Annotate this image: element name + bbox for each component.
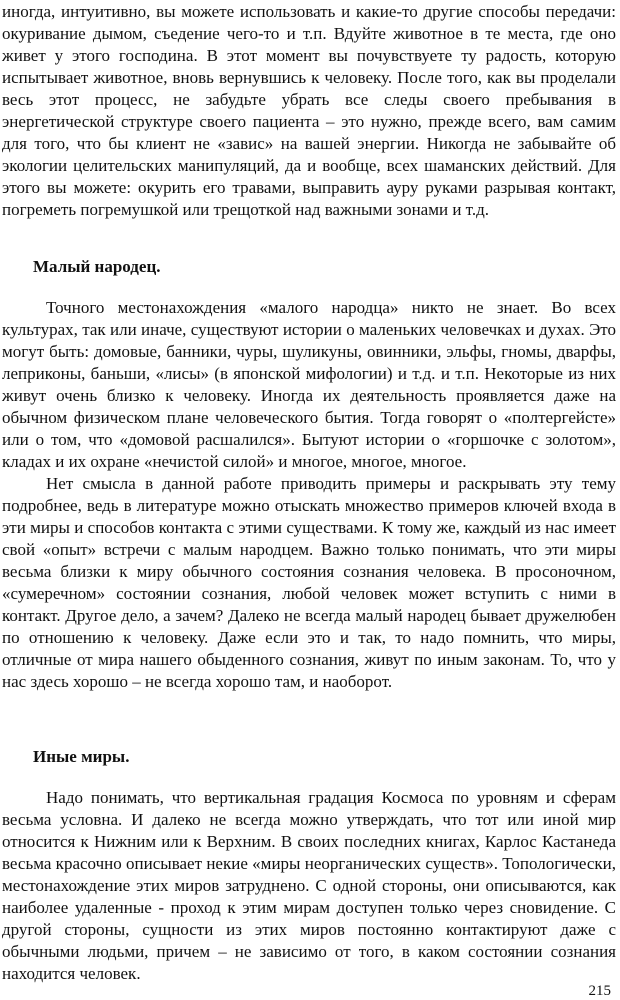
section-small-folk-paragraph-1: Точного местонахождения «малого народца» никто не знает. Во всех культурах, так или иначе, существуют истории о маленьких человечках и духах. Это могут быть: домовые, банники, чуры, шуликуны, овинники, эльфы, гномы, дварфы, леприконы, баньши, «лисы» (в японской мифологии) и т.д. и т.п. Некоторые из них живут очень близко к человеку. Иногда их деятельность проявляется даже на обычном физическом плане человеческого бытия. Тогда говорят о «полтергейсте» или о том, что «домовой расшалился». Бытуют истории о «горшочке с золотом», кладах и их охране «нечистой силой» и многое, многое, многое. xyxy=(2,298,616,471)
section-heading-small-folk: Малый народец. xyxy=(33,257,161,276)
section-small-folk-body xyxy=(0,297,620,693)
page-number: 215 xyxy=(588,983,611,999)
intro-paragraph: иногда, интуитивно, вы можете использовать и какие-то другие способы передачи: окуривание дымом, съедение чего-то и т.п. Вдуйте животное в те места, где оно живет у этого господина. В этот момент вы почувствуете ту радость, которую испытывает животное, вновь вернувшись к человеку. После того, как вы проделали весь этот процесс, не забудьте убрать все следы своего пребывания в энергетической структуре своего пациента – это нужно, прежде всего, вам самим для того, что бы клиент не «завис» на вашей энергии. Никогда не забывайте об экологии целительских манипуляций, да и вообще, всех шаманских действий. Для этого вы можете: окурить его травами, выправить ауру руками разрывая контакт, погреметь погремушкой или трещоткой над важными зонами и т.д. xyxy=(2,2,616,219)
section-other-worlds-body xyxy=(0,787,620,985)
intro-block xyxy=(0,1,620,221)
section-small-folk-paragraph-2: Нет смысла в данной работе приводить примеры и раскрывать эту тему подробнее, ведь в литературе можно отыскать множество примеров ключей входа в эти миры и способов контакта с этими существами. К тому же, каждый из нас имеет свой «опыт» встречи с малым народцем. Важно только понимать, что эти миры весьма близки к миру обычного состояния сознания человека. В просоночном, «сумеречном» состоянии сознания, любой человек может вступить с ними в контакт. Другое дело, а зачем? Далеко не всегда малый народец бывает дружелюбен по отношению к человеку. Даже если это и так, то надо помнить, что миры, отличные от мира нашего обыденного сознания, живут по иным законам. То, что у нас здесь хорошо – не всегда хорошо там, и наоборот. xyxy=(2,474,616,691)
section-other-worlds-paragraph-1: Надо понимать, что вертикальная градация Космоса по уровням и сферам весьма условна. И далеко не всегда можно утверждать, что тот или иной мир относится к Нижним или к Верхним. В своих последних книгах, Карлос Кастанеда весьма красочно описывает некие «миры неорганических существ». Топологически, местонахождение этих миров затруднено. С одной стороны, они описываются, как наиболее удаленные - проход к этим мирам доступен только через сновидение. С другой стороны, сущности из этих миров постоянно контактируют даже с обычными людьми, причем – не зависимо от того, в каком состоянии сознания находится человек. xyxy=(2,788,616,983)
section-heading-other-worlds: Иные миры. xyxy=(33,747,130,766)
